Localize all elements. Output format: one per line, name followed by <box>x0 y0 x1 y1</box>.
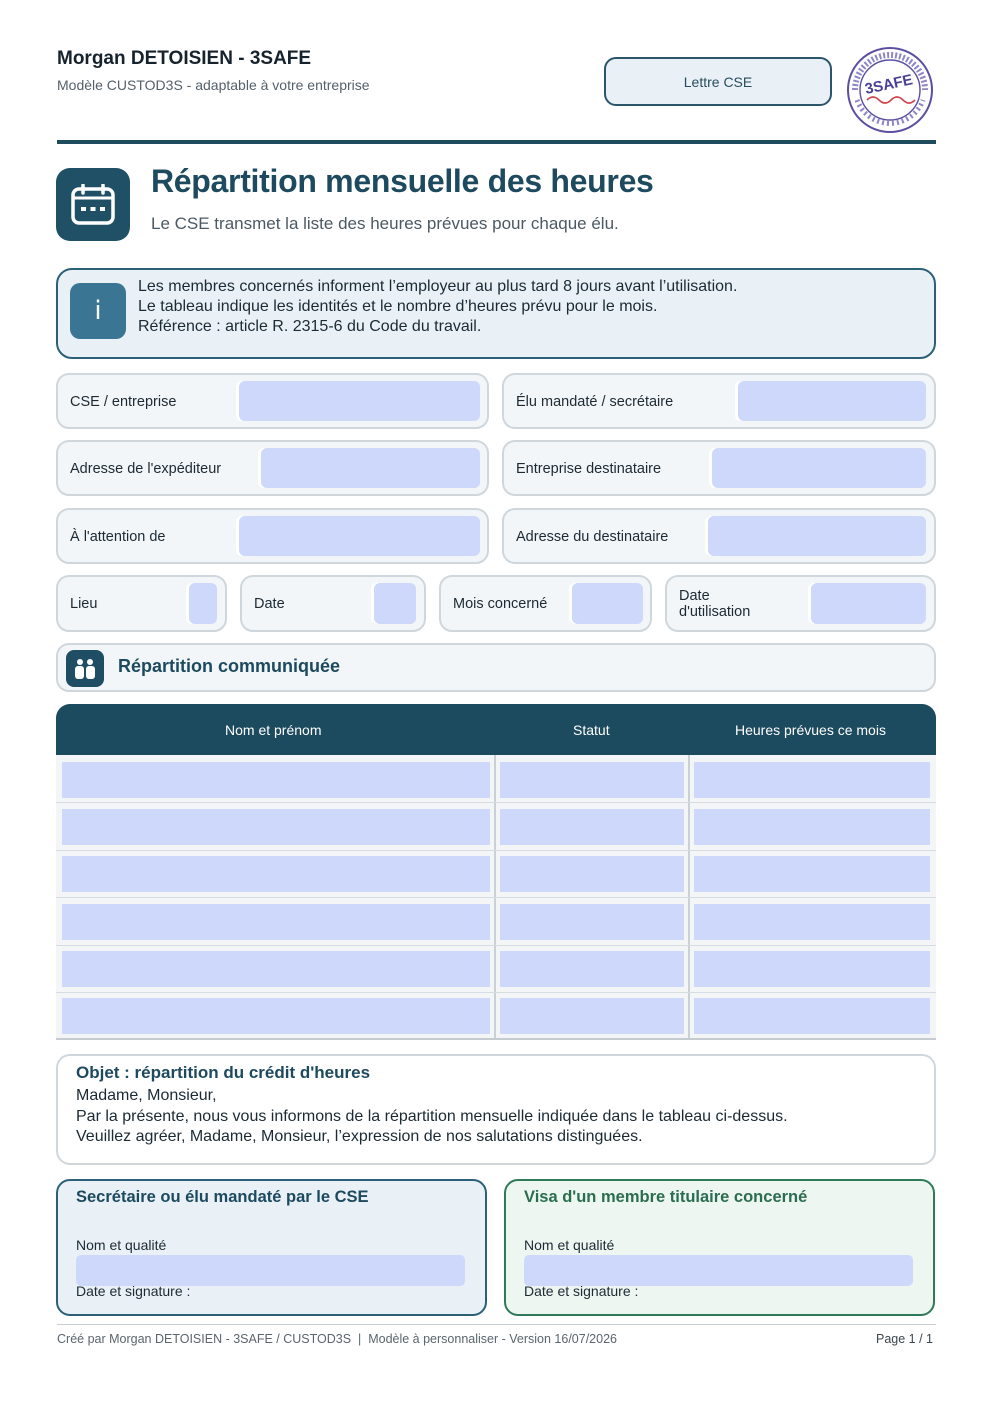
recipient-address-label: Adresse du destinataire <box>516 529 669 545</box>
column-header-name: Nom et prénom <box>225 722 322 738</box>
cell-hours-row-3[interactable] <box>694 856 930 892</box>
footer-credits: Créé par Morgan DETOISIEN - 3SAFE / CUSTOD3S | Modèle à personnaliser - Version 16/07/2026 <box>57 1332 617 1346</box>
date-label: Date <box>254 596 285 612</box>
recipient-company-label: Entreprise destinataire <box>516 461 662 477</box>
cell-hours-row-6[interactable] <box>694 998 930 1034</box>
cell-name-row-4[interactable] <box>62 904 490 940</box>
page-subtitle: Le CSE transmet la liste des heures prévues pour chaque élu. <box>151 214 619 233</box>
row-divider <box>56 850 936 851</box>
column-header-status: Statut <box>573 722 610 738</box>
cell-hours-row-1[interactable] <box>694 762 930 798</box>
sender-address-input[interactable] <box>261 448 480 488</box>
cell-status-row-6[interactable] <box>500 998 684 1034</box>
row-divider <box>56 945 936 946</box>
elu-input[interactable] <box>738 381 926 421</box>
attention-input[interactable] <box>239 516 480 556</box>
section-title: Répartition communiquée <box>118 656 341 676</box>
page-number: Page 1 / 1 <box>876 1332 933 1346</box>
row-divider <box>56 802 936 803</box>
cell-status-row-5[interactable] <box>500 951 684 987</box>
recipient-company-input[interactable] <box>712 448 926 488</box>
model-subtitle: Modèle CUSTOD3S - adaptable à votre entreprise <box>57 77 370 93</box>
letter-line-2: Par la présente, nous vous informons de la répartition mensuelle indiquée dans le tableau ci-dessus. <box>76 1107 788 1125</box>
cell-name-row-1[interactable] <box>62 762 490 798</box>
secretary-signature-title: Secrétaire ou élu mandaté par le CSE <box>76 1188 369 1206</box>
member-signature-title: Visa d'un membre titulaire concerné <box>524 1188 808 1206</box>
info-text <box>138 277 737 337</box>
cell-hours-row-5[interactable] <box>694 951 930 987</box>
cse-label: CSE / entreprise <box>70 394 177 410</box>
elu-label: Élu mandaté / secrétaire <box>516 394 674 410</box>
row-divider <box>56 992 936 993</box>
info-icon-glyph: i <box>94 296 102 326</box>
calendar-icon <box>56 168 130 241</box>
cell-name-row-2[interactable] <box>62 809 490 845</box>
sender-address-label: Adresse de l'expéditeur <box>70 461 222 477</box>
cell-hours-row-4[interactable] <box>694 904 930 940</box>
cell-name-row-3[interactable] <box>62 856 490 892</box>
cell-name-row-5[interactable] <box>62 951 490 987</box>
info-line-3: Référence : article R. 2315-6 du Code du travail. <box>138 318 482 335</box>
people-icon <box>66 650 104 687</box>
member-name-input[interactable] <box>524 1255 913 1286</box>
page-title: Répartition mensuelle des heures <box>151 163 654 199</box>
company-stamp-logo <box>845 45 935 135</box>
place-input[interactable] <box>189 583 217 624</box>
month-input[interactable] <box>572 583 643 624</box>
usage-date-label-line-2: d'utilisation <box>679 604 751 620</box>
author-name: Morgan DETOISIEN - 3SAFE <box>57 48 312 69</box>
document-type-label: Lettre CSE <box>683 73 753 90</box>
usage-date-input[interactable] <box>811 583 926 624</box>
cell-status-row-3[interactable] <box>500 856 684 892</box>
footer-divider <box>57 1324 936 1325</box>
cell-hours-row-2[interactable] <box>694 809 930 845</box>
cell-status-row-4[interactable] <box>500 904 684 940</box>
cse-input[interactable] <box>239 381 480 421</box>
month-label: Mois concerné <box>453 596 548 612</box>
cell-name-row-6[interactable] <box>62 998 490 1034</box>
place-label: Lieu <box>70 596 98 612</box>
cell-status-row-2[interactable] <box>500 809 684 845</box>
column-header-hours: Heures prévues ce mois <box>735 722 886 738</box>
usage-date-label-line-1: Date <box>679 588 710 604</box>
member-name-label: Nom et qualité <box>524 1237 615 1253</box>
secretary-name-input[interactable] <box>76 1255 465 1286</box>
attention-label: À l'attention de <box>70 529 166 545</box>
recipient-address-input[interactable] <box>708 516 926 556</box>
info-line-1: Les membres concernés informent l’employeur au plus tard 8 jours avant l’utilisation. <box>138 278 738 295</box>
member-sign-label: Date et signature : <box>524 1283 639 1299</box>
letter-body <box>76 1086 788 1148</box>
info-icon <box>70 283 126 339</box>
date-input[interactable] <box>374 583 416 624</box>
row-divider <box>56 897 936 898</box>
document-type-badge <box>604 57 832 106</box>
letter-line-1: Madame, Monsieur, <box>76 1087 217 1104</box>
cell-status-row-1[interactable] <box>500 762 684 798</box>
secretary-name-label: Nom et qualité <box>76 1237 167 1253</box>
table-bottom-border <box>56 1038 936 1040</box>
secretary-sign-label: Date et signature : <box>76 1283 191 1299</box>
usage-date-label <box>679 588 750 620</box>
header-divider <box>57 140 936 144</box>
svg-text:3SAFE: 3SAFE <box>863 71 915 98</box>
letter-subject: Objet : répartition du crédit d'heures <box>76 1063 371 1082</box>
letter-line-3: Veuillez agréer, Madame, Monsieur, l’expression de nos salutations distinguées. <box>76 1128 643 1145</box>
info-line-2: Le tableau indique les identités et le nombre d’heures prévu pour le mois. <box>138 298 658 315</box>
